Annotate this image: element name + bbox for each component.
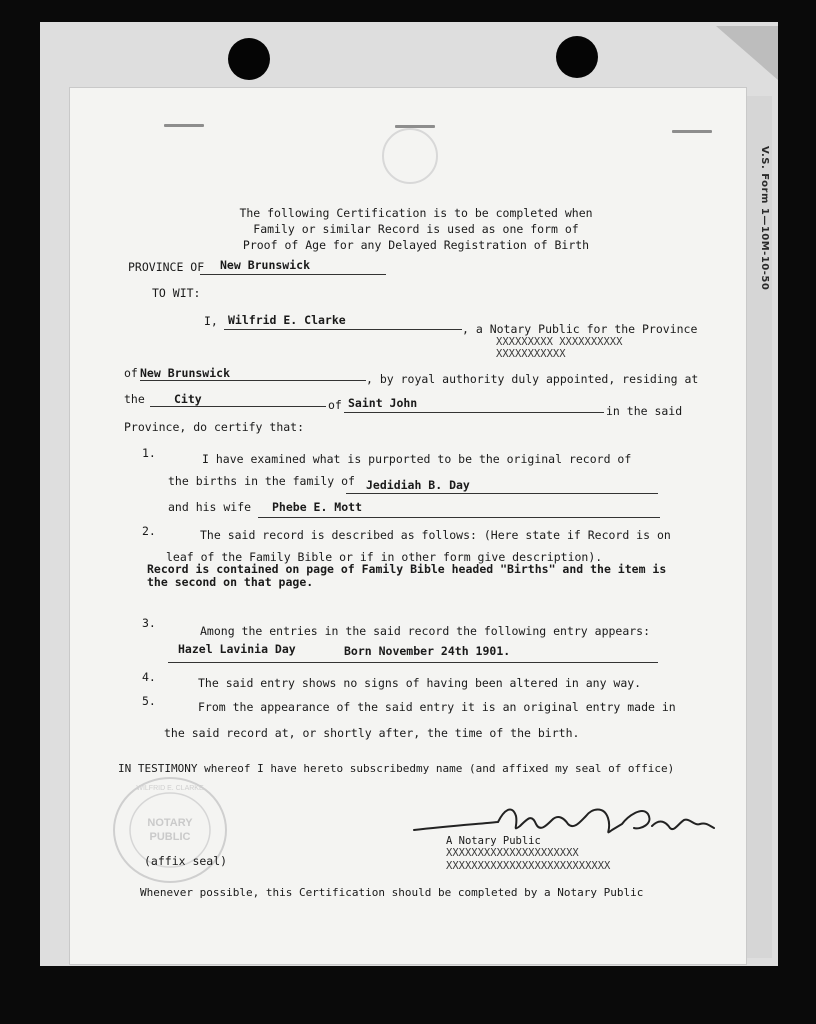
declarant-underline: [224, 329, 462, 330]
affix-seal: (affix seal): [144, 854, 228, 868]
item-1-line-2: the births in the family of: [168, 474, 355, 488]
the-label: the: [124, 392, 145, 406]
item-5-number: 5.: [142, 694, 156, 708]
city-value: Saint John: [348, 396, 418, 410]
the-value: City: [174, 392, 202, 406]
punch-hole-right: [556, 36, 598, 78]
form-id: V.S. Form 1—10M-10-50: [759, 146, 770, 291]
of-value: New Brunswick: [140, 366, 231, 380]
to-wit: TO WIT:: [152, 286, 201, 300]
item-1-number: 1.: [142, 446, 156, 460]
mother-name: Phebe E. Mott: [272, 500, 363, 514]
wife-label: and his wife: [168, 500, 252, 514]
item-2-number: 2.: [142, 524, 156, 538]
item-3-number: 3.: [142, 616, 156, 630]
notary-public-label: A Notary Public: [446, 835, 541, 847]
notary-title: , a Notary Public for the Province: [462, 322, 698, 336]
in-said: in the said: [606, 404, 683, 418]
declarant-name: Wilfrid E. Clarke: [228, 313, 346, 327]
record-description-2: the second on that page.: [147, 575, 314, 589]
the-underline: [150, 406, 326, 407]
struck-signature-line-1: XXXXXXXXXXXXXXXXXXXXX: [446, 847, 579, 859]
item-3-line-1: Among the entries in the said record the following entry appears:: [200, 624, 651, 638]
entry-underline: [168, 662, 658, 663]
struck-text-1: XXXXXXXXX XXXXXXXXXX: [496, 336, 623, 348]
mother-underline: [258, 517, 660, 518]
heading-line-3: Proof of Age for any Delayed Registration of Birth: [242, 238, 590, 252]
item-2-line-1: The said record is described as follows: (Here state if Record is on: [200, 528, 671, 542]
father-name: Jedidiah B. Day: [366, 478, 470, 492]
province-underline: [200, 274, 386, 275]
item-4-text: The said entry shows no signs of having been altered in any way.: [198, 676, 642, 690]
item-1-line-1: I have examined what is purported to be the original record of: [202, 452, 632, 466]
city-underline: [344, 412, 604, 413]
heading-line-2: Family or similar Record is used as one form of: [253, 222, 579, 236]
item-5-line-1: From the appearance of the said entry it is an original entry made in: [198, 700, 676, 714]
folded-corner: [716, 26, 778, 80]
of-label: of: [124, 366, 138, 380]
svg-text:NOTARY: NOTARY: [147, 817, 193, 829]
of-underline: [140, 380, 366, 381]
faint-emblem: [382, 128, 438, 184]
province-label: PROVINCE OF: [128, 260, 205, 274]
father-underline: [346, 493, 658, 494]
item-5-line-2: the said record at, or shortly after, the time of the birth.: [164, 726, 580, 740]
staple-mark: [672, 130, 712, 133]
struck-signature-line-2: XXXXXXXXXXXXXXXXXXXXXXXXXX: [446, 860, 611, 872]
declarant-prefix: I,: [204, 314, 218, 328]
entry-name: Hazel Lavinia Day: [178, 642, 296, 656]
svg-text:WILFRID E. CLARKE: WILFRID E. CLARKE: [136, 785, 204, 792]
testimony: IN TESTIMONY whereof I have hereto subscribedmy name (and affixed my seal of office): [118, 762, 675, 775]
royal-authority: , by royal authority duly appointed, residing at: [366, 372, 699, 386]
record-description-1: Record is contained on page of Family Bible headed "Births" and the item is: [147, 562, 667, 576]
item-2-line-2: leaf of the Family Bible or if in other form give description).: [166, 550, 603, 564]
svg-text:PUBLIC: PUBLIC: [149, 831, 191, 843]
of2-label: of: [328, 398, 342, 412]
province-value: New Brunswick: [220, 258, 311, 272]
item-4-number: 4.: [142, 670, 156, 684]
staple-mark: [164, 124, 204, 127]
punch-hole-left: [228, 38, 270, 80]
heading-line-1: The following Certification is to be completed when: [239, 206, 593, 220]
entry-born: Born November 24th 1901.: [344, 644, 511, 658]
footer-note: Whenever possible, this Certification should be completed by a Notary Public: [140, 886, 644, 899]
struck-text-2: XXXXXXXXXXX: [496, 348, 566, 360]
province-certify: Province, do certify that:: [124, 420, 305, 434]
